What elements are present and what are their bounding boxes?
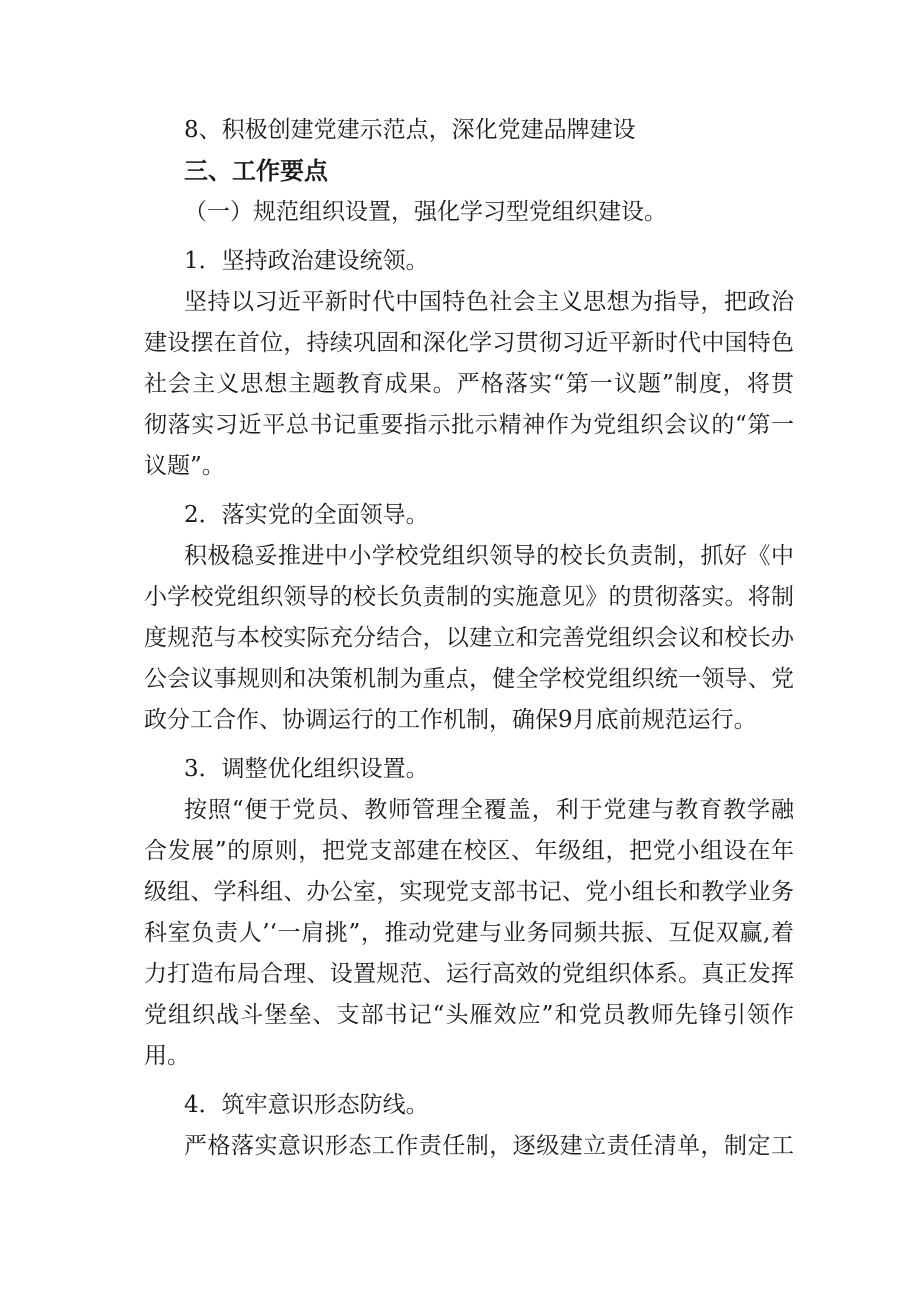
paragraph-line: 公会议事规则和决策机制为重点，健全学校党组织统一领导、党	[144, 666, 794, 692]
document-body	[144, 110, 794, 1167]
paragraph-line: 级组、学科组、办公室，实现党支部书记、党小组长和教学业务	[144, 879, 794, 905]
subsection-heading: （一）规范组织设置，强化学习型党组织建设。	[184, 199, 667, 225]
paragraph-line: 度规范与本校实际充分结合，以建立和完善党组织会议和校长办	[144, 625, 794, 651]
point-2-title: 2．落实党的全面领导。	[184, 502, 429, 528]
paragraph-line: 党组织战斗堡垒、支部书记“头雁效应”和党员教师先锋引领作	[144, 1002, 794, 1028]
paragraph-line: 政分工合作、协调运行的工作机制，确保9月底前规范运行。	[144, 707, 757, 733]
section-heading: 三、工作要点	[184, 157, 328, 185]
paragraph-line: 议题”。	[144, 453, 225, 479]
paragraph-line: 按照“便于党员、教师管理全覆盖，利于党建与教育教学融	[184, 797, 794, 823]
paragraph-line: 科室负责人’‘一肩挑”，推动党建与业务同频共振、互促双赢,着	[144, 920, 794, 946]
paragraph-line: 力打造布局合理、设置规范、运行高效的党组织体系。真正发挥	[144, 961, 794, 987]
paragraph-line: 坚持以习近平新时代中国特色社会主义思想为指导，把政治	[184, 289, 794, 315]
point-1-title: 1．坚持政治建设统领。	[184, 248, 429, 274]
paragraph-line: 积极稳妥推进中小学校党组织领导的校长负责制，抓好《中	[184, 543, 794, 569]
paragraph-line: 用。	[144, 1043, 190, 1069]
paragraph-line: 严格落实意识形态工作责任制，逐级建立责任清单，制定工	[184, 1133, 794, 1159]
list-item-8: 8、积极创建党建示范点，深化党建品牌建设	[184, 117, 636, 143]
paragraph-line: 合发展”的原则，把党支部建在校区、年级组，把党小组设在年	[144, 838, 794, 864]
paragraph-line: 小学校党组织领导的校长负责制的实施意见》的贯彻落实。将制	[144, 584, 794, 610]
point-4-title: 4．筑牢意识形态防线。	[184, 1092, 429, 1118]
paragraph-line: 彻落实习近平总书记重要指示批示精神作为党组织会议的“第一	[144, 412, 794, 438]
paragraph-line: 社会主义思想主题教育成果。严格落实“第一议题”制度，将贯	[144, 371, 794, 397]
point-3-title: 3．调整优化组织设置。	[184, 756, 429, 782]
paragraph-line: 建设摆在首位，持续巩固和深化学习贯彻习近平新时代中国特色	[144, 330, 794, 356]
